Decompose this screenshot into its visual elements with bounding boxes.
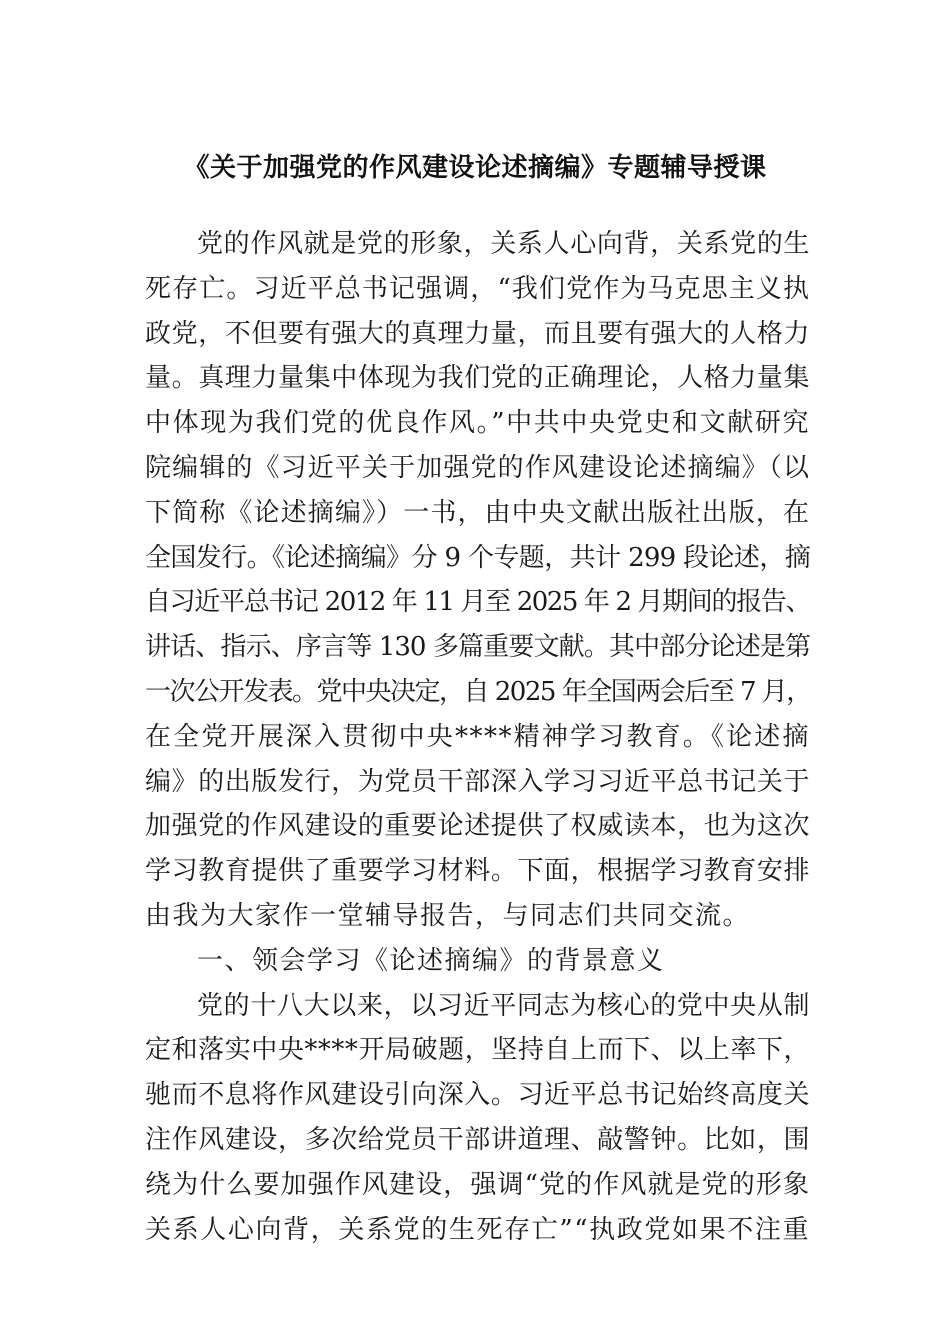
paragraph-line: 在全党开展深入贯彻中央****精神学习教育。《论述摘 (145, 721, 810, 752)
paragraph-line: 加强党的作风建设的重要论述提供了权威读本，也为这次 (145, 811, 810, 842)
paragraph-line: 量。真理力量集中体现为我们党的正确理论，人格力量集 (145, 363, 810, 394)
document-title: 《关于加强党的作风建设论述摘编》专题辅导授课 (183, 153, 767, 183)
paragraph-line: 绕为什么要加强作风建设，强调“党的作风就是党的形象 (145, 1169, 810, 1200)
paragraph-line: 死存亡。习近平总书记强调，“我们党作为马克思主义执 (145, 273, 810, 304)
paragraph-line: 自习近平总书记 2012 年 11 月至 2025 年 2 月期间的报告、 (145, 587, 810, 618)
paragraph-line: 党的作风就是党的形象，关系人心向背，关系党的生 (197, 229, 810, 259)
paragraph-line: 定和落实中央****开局破题，坚持自上而下、以上率下， (145, 1035, 810, 1066)
paragraph-line: 学习教育提供了重要学习材料。下面，根据学习教育安排 (145, 856, 810, 887)
paragraph-line: 党的十八大以来，以习近平同志为核心的党中央从制 (197, 990, 810, 1021)
paragraph-line: 一次公开发表。党中央决定，自 2025 年全国两会后至 7 月， (145, 676, 811, 707)
document-body (145, 222, 810, 1252)
paragraph-line: 编》的出版发行，为党员干部深入学习习近平总书记关于 (145, 766, 810, 797)
paragraph-line: 驰而不息将作风建设引向深入。习近平总书记始终高度关 (145, 1080, 810, 1111)
section-heading: 一、领会学习《论述摘编》的背景意义 (197, 945, 665, 976)
paragraph-line: 由我为大家作一堂辅导报告，与同志们共同交流。 (145, 900, 751, 931)
paragraph-line: 中体现为我们党的优良作风。”中共中央党史和文献研究 (145, 408, 810, 439)
paragraph-line: 关系人心向背，关系党的生死存亡”“执政党如果不注重 (145, 1214, 810, 1245)
paragraph-line: 注作风建设，多次给党员干部讲道理、敲警钟。比如，围 (145, 1124, 810, 1155)
paragraph-line: 院编辑的《习近平关于加强党的作风建设论述摘编》（以 (145, 452, 810, 483)
paragraph-line: 下简称《论述摘编》）一书，由中央文献出版社出版，在 (145, 497, 810, 528)
paragraph-line: 政党，不但要有强大的真理力量，而且要有强大的人格力 (145, 318, 810, 349)
paragraph-line: 讲话、指示、序言等 130 多篇重要文献。其中部分论述是第 (145, 632, 810, 663)
paragraph-line: 全国发行。《论述摘编》分 9 个专题，共计 299 段论述，摘 (145, 542, 810, 573)
